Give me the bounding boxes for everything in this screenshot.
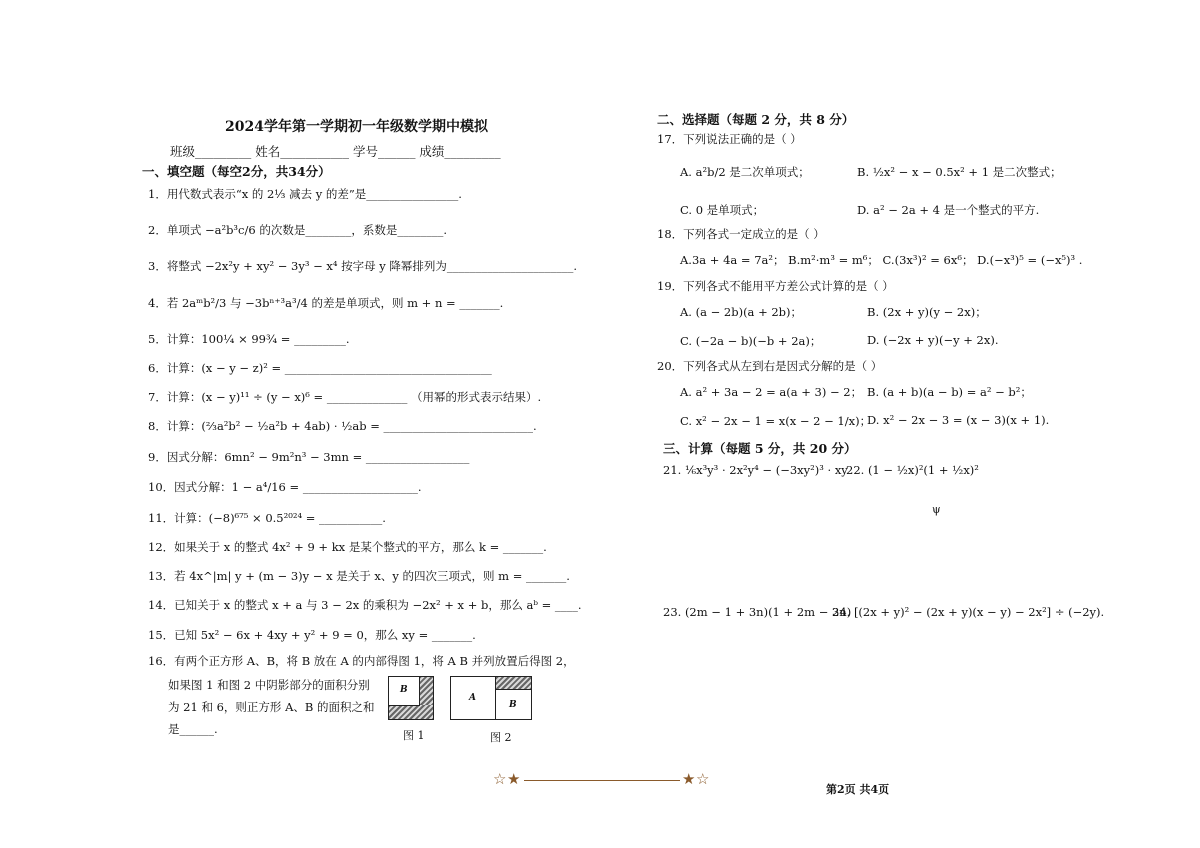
question-17-option-d: D. a² − 2a + 4 是一个整式的平方.: [857, 203, 1040, 217]
section1-heading: 一、填空题（每空2分，共34分）: [142, 164, 331, 179]
question-20-option-d: D. x² − 2x − 3 = (x − 3)(x + 1).: [867, 413, 1050, 427]
exam-title: 2024学年第一学期初一年级数学期中模拟: [225, 119, 488, 135]
question-16-line3: 为 21 和 6，则正方形 A、B 的面积之和: [168, 700, 375, 714]
question-16-line4: 是______.: [168, 722, 218, 736]
page-number: 第2页 共4页: [826, 783, 890, 796]
question-4: 4．若 2aᵐb²/3 与 −3bⁿ⁺³a³/4 的差是单项式，则 m + n = _______.: [148, 296, 504, 310]
figure-1-square-b: [388, 676, 420, 706]
figure-1-square-a: [388, 676, 434, 720]
figure-2: [450, 676, 532, 720]
figure-2-caption: 图 2: [490, 731, 512, 744]
question-1: 1．用代数式表示“x 的 2⅓ 减去 y 的差”是________________.: [148, 187, 462, 201]
footer-star-right-filled: ★: [682, 770, 696, 788]
stray-mark: ψ: [932, 503, 941, 516]
footer-divider: [524, 780, 680, 781]
figure-2-label-b: B: [509, 700, 517, 710]
question-3: 3．将整式 −2x²y + xy² − 3y³ − x⁴ 按字母 y 降幂排列为______________________.: [148, 259, 578, 273]
question-19: 19．下列各式不能用平方差公式计算的是（ ）: [657, 279, 894, 293]
footer-star-left-filled: ★: [507, 770, 521, 788]
footer-star-right-outline: ☆: [696, 770, 710, 788]
question-17: 17．下列说法正确的是（ ）: [657, 132, 802, 146]
section2-heading: 二、选择题（每题 2 分，共 8 分）: [657, 112, 855, 127]
question-12: 12．如果关于 x 的整式 4x² + 9 + kx 是某个整式的平方，那么 k = _______.: [148, 540, 547, 554]
question-19-option-a: A. (a − 2b)(a + 2b)；: [680, 305, 803, 319]
question-2: 2．单项式 −a²b³c/6 的次数是________，系数是________.: [148, 223, 447, 237]
question-18: 18．下列各式一定成立的是（ ）: [657, 227, 825, 241]
question-5: 5．计算：100¼ × 99¾ = _________.: [148, 332, 350, 346]
figure-1-shaded-bottom: [389, 705, 433, 719]
question-22: 22. (1 − ½x)²(1 + ½x)²: [846, 463, 979, 477]
question-18-options: A.3a + 4a = 7a²； B.m²·m³ = m⁶； C.(3x³)² = 6x⁶； D.(−x³)⁵ = (−x⁵)³ .: [680, 253, 1083, 267]
question-19-option-c: C. (−2a − b)(−b + 2a)；: [680, 334, 822, 348]
question-14: 14．已知关于 x 的整式 x + a 与 3 − 2x 的乘积为 −2x² + x + b，那么 aᵇ = ____.: [148, 598, 582, 612]
question-16-line2: 如果图 1 和图 2 中阴影部分的面积分别: [168, 678, 370, 692]
figure-2-square-a: [451, 677, 496, 719]
question-19-option-d: D. (−2x + y)(−y + 2x).: [867, 333, 999, 347]
question-20-option-a: A. a² + 3a − 2 = a(a + 3) − 2；: [680, 385, 863, 399]
student-info-line: 班级_________ 姓名___________ 学号______ 成绩_________: [170, 144, 501, 159]
question-17-option-c: C. 0 是单项式；: [680, 203, 765, 217]
question-16-line1: 16．有两个正方形 A、B，将 B 放在 A 的内部得图 1，将 A B 并列放置后得图 2，: [148, 654, 575, 668]
figure-2-shaded-top: [496, 677, 531, 689]
question-20-option-c: C. x² − 2x − 1 = x(x − 2 − 1/x)；: [680, 414, 872, 428]
question-17-option-b: B. ½x² − x − 0.5x² + 1 是二次整式；: [857, 165, 1062, 179]
figure-2-square-b: [496, 689, 531, 720]
question-7: 7．计算：(x − y)¹¹ ÷ (y − x)⁶ = ______________ （用幂的形式表示结果）.: [148, 390, 542, 404]
question-11: 11．计算：(−8)⁶⁷⁵ × 0.5²⁰²⁴ = ___________.: [148, 511, 386, 525]
question-20: 20．下列各式从左到右是因式分解的是（ ）: [657, 359, 883, 373]
figure-1-caption: 图 1: [403, 729, 425, 742]
question-20-option-b: B. (a + b)(a − b) = a² − b²；: [867, 385, 1032, 399]
question-6: 6．计算：(x − y − z)² = ____________________________________: [148, 361, 492, 375]
question-17-option-a: A. a²b/2 是二次单项式；: [680, 165, 810, 179]
question-13: 13．若 4x^|m| y + (m − 3)y − x 是关于 x、y 的四次三项式，则 m = _______.: [148, 569, 570, 583]
section3-heading: 三、计算（每题 5 分，共 20 分）: [663, 441, 857, 456]
footer-star-left-outline: ☆: [493, 770, 507, 788]
question-19-option-b: B. (2x + y)(y − 2x)；: [867, 305, 987, 319]
figure-2-label-a: A: [469, 693, 476, 703]
question-21: 21. ⅙x³y³ · 2x²y⁴ − (−3xy²)³ · xy: [663, 463, 848, 477]
figure-1-label-b: B: [400, 685, 408, 695]
question-23: 23. (2m − 1 + 3n)(1 + 2m − 3n): [663, 605, 852, 619]
question-8: 8．计算：(⅔a²b² − ½a²b + 4ab) · ½ab = __________________________.: [148, 419, 537, 433]
question-10: 10．因式分解：1 − a⁴/16 = ____________________.: [148, 480, 422, 494]
question-15: 15．已知 5x² − 6x + 4xy + y² + 9 = 0，那么 xy = _______.: [148, 628, 476, 642]
question-24: 24. [(2x + y)² − (2x + y)(x − y) − 2x²] ÷ (−2y).: [832, 605, 1105, 619]
question-9: 9．因式分解：6mn² − 9m²n³ − 3mn = __________________: [148, 450, 470, 464]
